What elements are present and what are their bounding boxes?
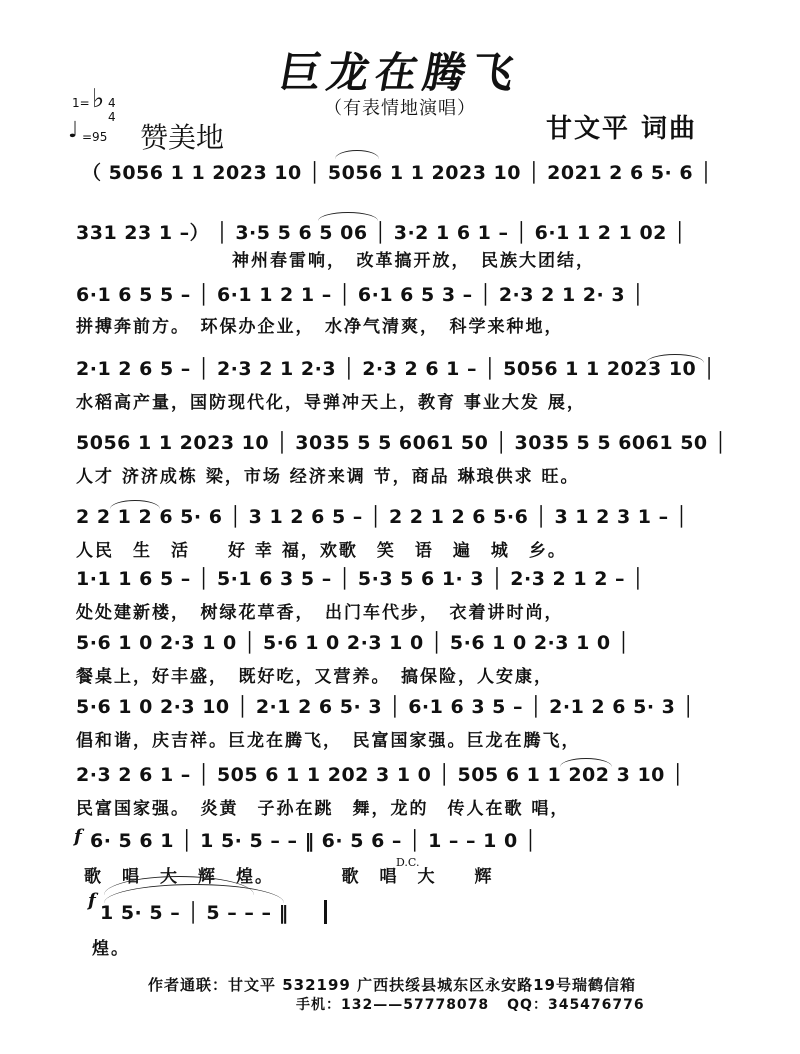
performance-note: （有表情地演唱） — [324, 98, 476, 119]
slur-mark — [646, 354, 704, 363]
notation-row-7: 1·1 1 6 5 – │ 5·1 6 3 5 – │ 5·3 5 6 1· 3 │ 2·3 2 1 2 – │ — [76, 568, 645, 590]
final-barline — [324, 900, 327, 924]
contact-numbers — [296, 994, 663, 1014]
notation-row-9: 5·6 1 0 2·3 10 │ 2·1 2 6 5· 3 │ 6·1 6 3 5 – │ 2·1 2 6 5· 3 │ — [76, 696, 695, 718]
tempo-marking: =95 — [82, 130, 108, 144]
lyrics-row-8: 餐桌上，好丰盛， 既好吃，又营养。 搞保险，人安康， — [76, 667, 553, 687]
expression-marking: 赞美地 — [140, 121, 225, 154]
notation-row-6: 2 2 1 2 6 5· 6 │ 3 1 2 6 5 – │ 2 2 1 2 6 5·6 │ 3 1 2 3 1 – │ — [76, 506, 688, 528]
slur-mark — [335, 150, 379, 159]
lyrics-row-9: 倡和谐，庆吉祥。巨龙在腾飞， 民富国家强。巨龙在腾飞， — [76, 731, 581, 751]
lyrics-row-5: 人才 济济成栋 梁，市场 经济来调 节，商品 琳琅供求 旺。 — [76, 467, 580, 487]
lyrics-row-7: 处处建新楼， 树绿花草香， 出门车代步， 衣着讲时尚， — [76, 603, 564, 623]
notation-row-11: 6· 5 6 1 │ 1 5· 5 – – ‖ 6· 5 6 – │ 1 – – 1 0 │ — [90, 830, 537, 852]
lyrics-row-10: 民富国家强。 炎黄 子孙在跳 舞，龙的 传人在歌 唱， — [76, 799, 570, 819]
lyrics-row-11: 歌 唱 大 辉 煌。 歌 唱 大 辉 — [84, 867, 494, 887]
notation-row-8: 5·6 1 0 2·3 1 0 │ 5·6 1 0 2·3 1 0 │ 5·6 1 0 2·3 1 0 │ — [76, 632, 630, 654]
author-contact: 作者通联：甘文平 532199 广西扶绥县城东区永安路19号瑞鹤信箱 — [148, 976, 636, 994]
notation-row-10: 2·3 2 6 1 – │ 505 6 1 1 202 3 1 0 │ 505 6 1 1 202 3 10 │ — [76, 764, 684, 786]
key-signature: 1= — [72, 96, 90, 110]
da-capo-marking: D.C. — [396, 856, 420, 869]
author-credit: 甘文平 词曲 — [546, 114, 698, 144]
notation-row-12: 1 5· 5 – │ 5 – – – ‖ — [100, 902, 289, 924]
quarter-note-icon: ♩ — [68, 118, 79, 143]
song-title: 巨龙在腾飞 — [275, 48, 524, 97]
slur-mark — [110, 500, 160, 509]
slur-mark — [318, 212, 378, 221]
phone-number: 手机：132——57778078 — [296, 997, 490, 1013]
forte-marking-2: f — [88, 890, 96, 911]
notation-row-3: 6·1 6 5 5 – │ 6·1 1 2 1 – │ 6·1 6 5 3 – │ 2·3 2 1 2· 3 │ — [76, 284, 645, 306]
time-signature — [108, 96, 116, 124]
notation-row-4: 2·1 2 6 5 – │ 2·3 2 1 2·3 │ 2·3 2 6 1 – │ 5056 1 1 2023 10 │ — [76, 358, 716, 380]
notation-row-1: （ 5056 1 1 2023 10 │ 5056 1 1 2023 10 │ 2021 2 6 5· 6 │ — [82, 162, 713, 184]
time-sig-bottom: 4 — [108, 110, 116, 124]
forte-marking: f — [74, 826, 82, 847]
lyrics-row-6: 人民 生 活 好 幸 福，欢歌 笑 语 遍 城 乡。 — [76, 541, 567, 561]
lyrics-row-2: 神州春雷响， 改革搞开放， 民族大团结， — [232, 251, 595, 271]
notation-row-5: 5056 1 1 2023 10 │ 3035 5 5 6061 50 │ 3035 5 5 6061 50 │ — [76, 432, 727, 454]
time-sig-top: 4 — [108, 96, 116, 110]
slur-mark — [560, 758, 612, 767]
lyrics-row-4: 水稻高产量，国防现代化，导弹冲天上，教育 事业大发 展， — [76, 393, 586, 413]
lyrics-row-3: 拼搏奔前方。 环保办企业， 水净气清爽， 科学来种地， — [76, 317, 564, 337]
flat-icon: ♭ — [92, 84, 105, 114]
qq-number: QQ：345476776 — [507, 997, 645, 1013]
lyrics-row-12: 煌。 — [92, 939, 130, 959]
notation-row-2: 331 23 1 –） │ 3·5 5 6 5 06 │ 3·2 1 6 1 – │ 6·1 1 2 1 02 │ — [76, 222, 686, 244]
